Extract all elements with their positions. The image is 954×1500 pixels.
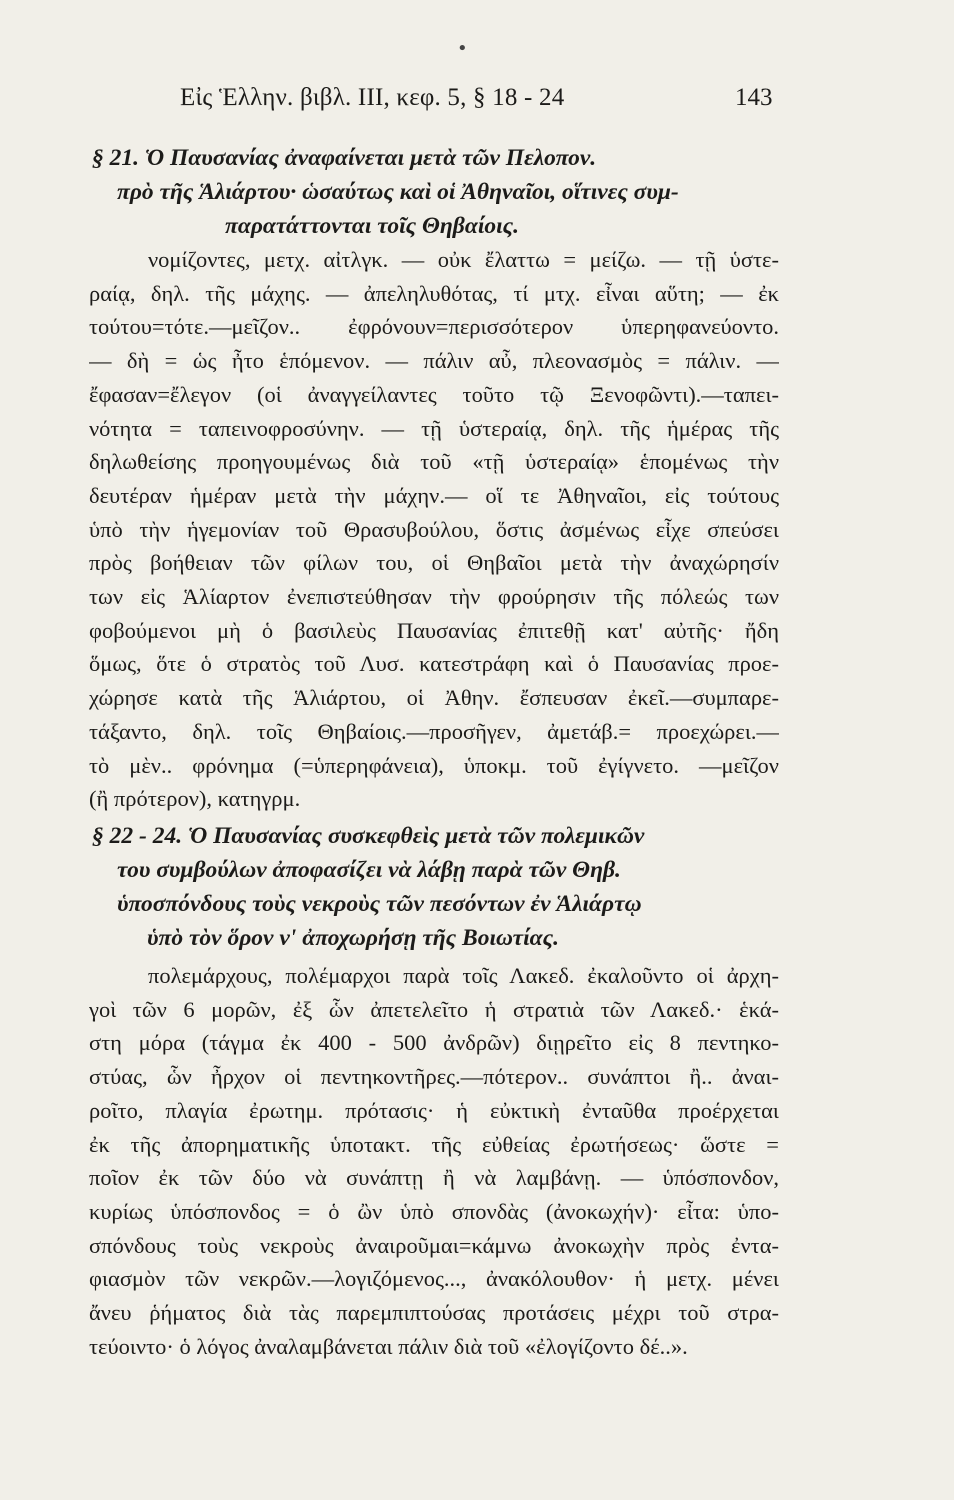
body-line: κυρίως ὑπόσπονδος = ὁ ὢν ὑπὸ σπονδὰς (ἀνοκωχήν)· εἶτα: ὑπο- xyxy=(89,1198,779,1224)
body-line: δευτέραν ἡμέραν μετὰ τὴν μάχην.— οἵ τε Ἀθηναῖοι, εἰς τούτους xyxy=(89,482,779,508)
body-line: νομίζοντες, μετχ. αἰτλγκ. — οὐκ ἔλαττω = μείζω. — τῇ ὑστε- xyxy=(148,247,779,272)
body-line: πολεμάρχους, πολέμαρχοι παρὰ τοῖς Λακεδ. ἐκαλοῦντο οἱ ἀρχη- xyxy=(148,963,779,988)
body-line: ἔφασαν=ἔλεγον (οἱ ἀναγγείλαντες τοῦτο τῷ Ξενοφῶντι).—ταπει- xyxy=(89,381,779,407)
body-line: ραίᾳ, δηλ. τῆς μάχης. — ἀπεληλυθότας, τί μτχ. εἶναι αὕτη; — ἐκ xyxy=(89,280,779,306)
body-line: — δὴ = ὡς ἦτο ἑπόμενον. — πάλιν αὖ, πλεονασμὸς = πάλιν. — xyxy=(89,348,779,374)
heading-line: του συμβούλων ἀποφασίζει νὰ λάβῃ παρὰ τῶν Θηβ. xyxy=(117,857,621,883)
body-line: στη μόρα (τάγμα ἐκ 400 - 500 ἀνδρῶν) διῃρεῖτο εἰς 8 πεντηκο- xyxy=(89,1030,779,1056)
section-22-24-heading xyxy=(89,819,779,955)
body-line: ὑπὸ τὴν ἡγεμονίαν τοῦ Θρασυβούλου, ὅστις ἀσμένως εἶχε σπεύσει xyxy=(89,516,779,542)
body-line: τὸ μὲν.. φρόνημα (=ὑπερηφάνεια), ὑποκμ. τοῦ ἐγίγνετο. —μεῖζον xyxy=(89,752,779,778)
body-line: γοὶ τῶν 6 μορῶν, ἐξ ὧν ἀπετελεῖτο ἡ στρατιὰ τῶν Λακεδ.· ἑκά- xyxy=(89,996,779,1022)
body-line: των εἰς Ἁλίαρτον ἐνεπιστεύθησαν τὴν φρούρησιν τῆς πόλεώς των xyxy=(89,584,779,610)
body-line: πρὸς βοήθειαν τῶν φίλων του, οἱ Θηβαῖοι μετὰ τὴν ἀναχώρησίν xyxy=(89,550,779,576)
body-line: ποῖον ἐκ τῶν δύο νὰ συνάπτῃ ἢ νὰ λαμβάνῃ. — ὑπόσπονδον, xyxy=(89,1165,779,1191)
body-line: δηλωθείσης προηγουμένως διὰ τοῦ «τῇ ὑστεραίᾳ» ἑπομένως τὴν xyxy=(89,449,779,475)
body-line: τεύοιντο· ὁ λόγος ἀναλαμβάνεται πάλιν διὰ τοῦ «ἐλογίζοντο δέ..». xyxy=(89,1333,688,1359)
body-line: στύας, ὧν ἦρχον οἱ πεντηκοντῆρες.—πότερον.. συνάπτοι ἢ.. ἀναι- xyxy=(89,1064,779,1090)
body-line: τούτου=τότε.—μεῖζον.. ἐφρόνουν=περισσότερον ὑπερηφανεύοντο. xyxy=(89,314,779,340)
heading-line: § 21. Ὁ Παυσανίας ἀναφαίνεται μετὰ τῶν Πελοπον. xyxy=(92,145,597,171)
page-number: 143 xyxy=(735,84,773,111)
section-21-body xyxy=(89,243,779,816)
body-line: τάξαντο, δηλ. τοῖς Θηβαίοις.—προσῆγεν, ἀμετάβ.= προεχώρει.— xyxy=(89,718,779,744)
section-22-24-body xyxy=(89,959,779,1363)
heading-line: § 22 - 24. Ὁ Παυσανίας συσκεφθεὶς μετὰ τῶν πολεμικῶν xyxy=(92,823,645,849)
heading-line: πρὸ τῆς Ἁλιάρτου· ὡσαύτως καὶ οἱ Ἀθηναῖοι, οἵτινες συμ- xyxy=(117,179,679,205)
body-line: νότητα = ταπεινοφροσύνην. — τῇ ὑστεραίᾳ, δηλ. τῆς ἡμέρας τῆς xyxy=(89,415,779,441)
body-line: ὅμως, ὅτε ὁ στρατὸς τοῦ Λυσ. κατεστράφη καὶ ὁ Παυσανίας προε- xyxy=(89,651,779,677)
body-line: ἐκ τῆς ἀπορηματικῆς ὑποτακτ. τῆς εὐθείας ἐρωτήσεως· ὥστε = xyxy=(89,1131,779,1157)
body-line: (ἢ πρότερον), κατηγρμ. xyxy=(89,786,301,812)
body-line: φοβούμενοι μὴ ὁ βασιλεὺς Παυσανίας ἐπιτεθῇ κατ' αὐτῆς· ἤδη xyxy=(89,617,779,643)
heading-line: παρατάττονται τοῖς Θηβαίοις. xyxy=(225,213,520,239)
section-21-heading xyxy=(89,141,779,243)
body-line: ροῖτο, πλαγία ἐρωτημ. πρότασις· ἡ εὐκτικὴ ἐνταῦθα προέρχεται xyxy=(89,1097,779,1123)
body-line: χώρησε κατὰ τῆς Ἁλιάρτου, οἱ Ἀθην. ἔσπευσαν ἐκεῖ.—συμπαρε- xyxy=(89,685,779,711)
body-line: σπόνδους τοὺς νεκροὺς ἀναιροῦμαι=κάμνω ἀνοκωχὴν πρὸς ἐντα- xyxy=(89,1232,779,1258)
body-line: ἄνευ ῥήματος διὰ τὰς παρεμπιπτούσας προτάσεις μέχρι τοῦ στρα- xyxy=(89,1300,779,1326)
running-header: Εἰς Ἑλλην. βιβλ. III, κεφ. 5, § 18 - 24 xyxy=(180,84,565,111)
heading-line: ὑποσπόνδους τοὺς νεκροὺς τῶν πεσόντων ἐν Ἁλιάρτῳ xyxy=(117,891,642,917)
ink-mark: • xyxy=(457,38,468,59)
body-line: φιασμὸν τῶν νεκρῶν.—λογιζόμενος..., ἀνακόλουθον· ἡ μετχ. μένει xyxy=(89,1266,779,1292)
heading-line: ὑπὸ τὸν ὅρον ν' ἀποχωρήσῃ τῆς Βοιωτίας. xyxy=(147,925,559,951)
